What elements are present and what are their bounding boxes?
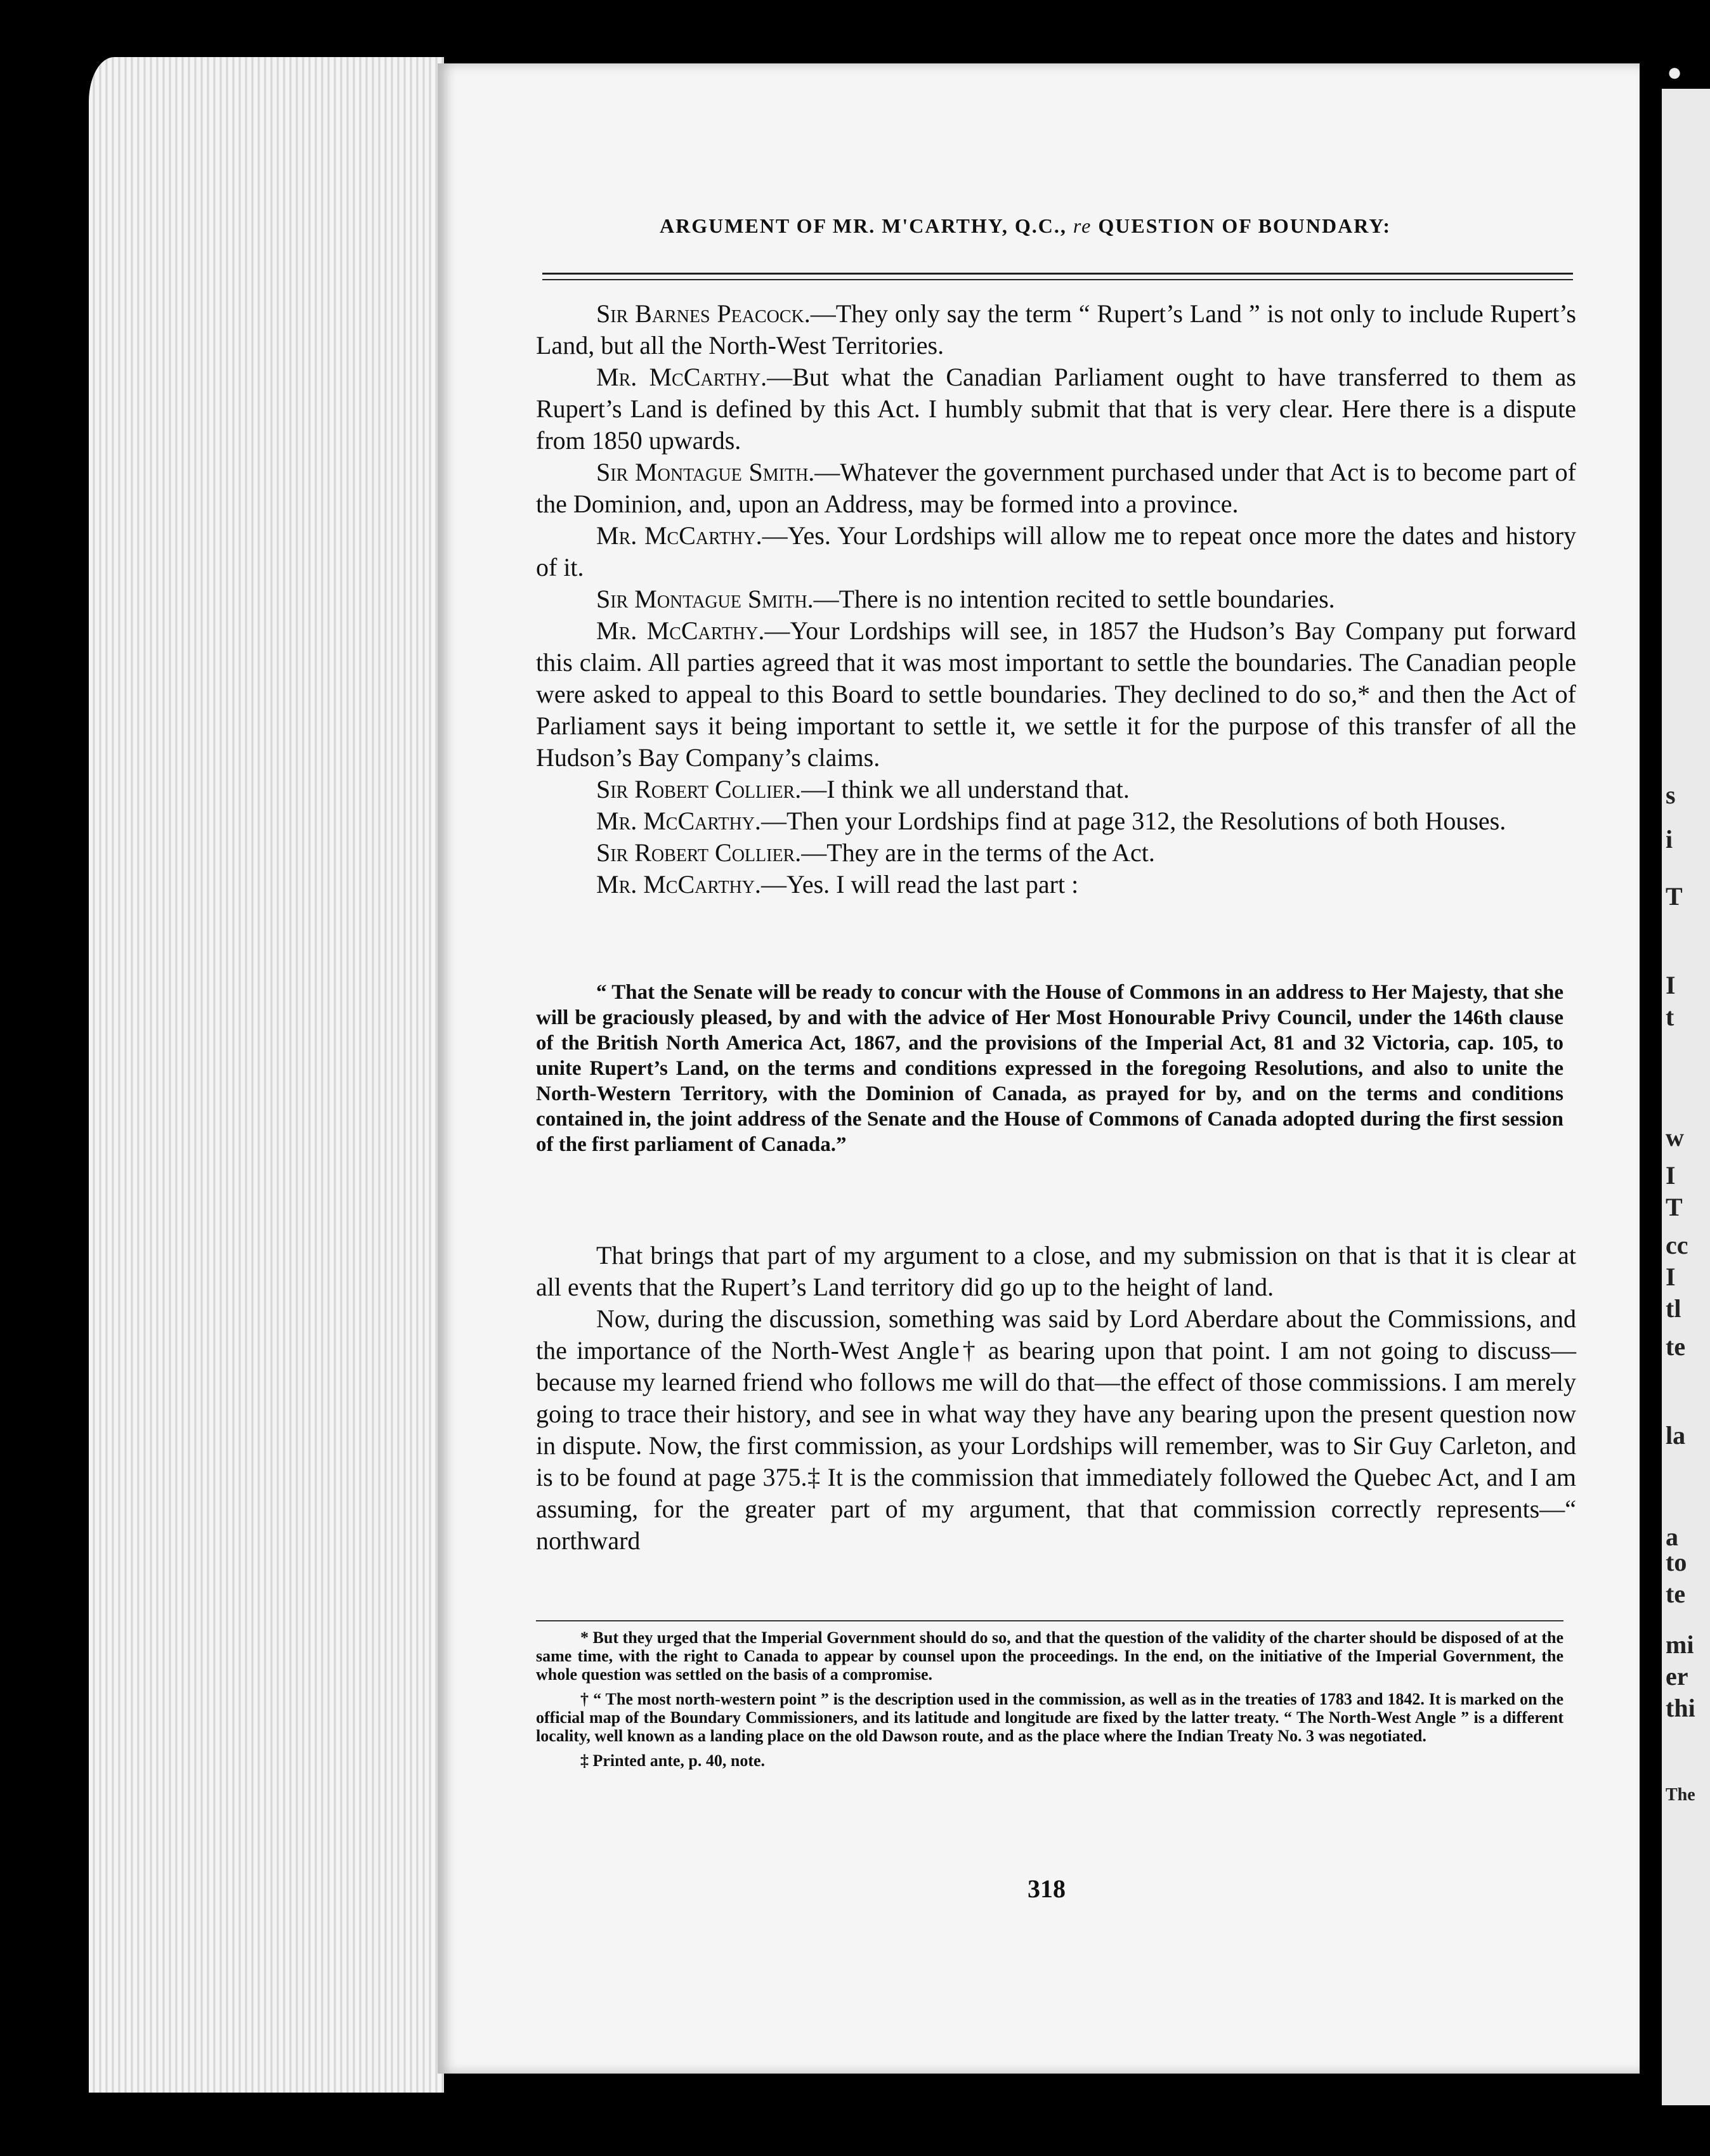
speaker: Sir Robert Collier.: [596, 775, 802, 803]
paragraph: [536, 298, 1576, 361]
paragraph-text: —I think we all understand that.: [801, 775, 1130, 803]
facing-page-fragment: te: [1666, 1332, 1686, 1361]
argument-section: [536, 1240, 1576, 1557]
paragraph: [536, 837, 1576, 869]
facing-page-fragment: T: [1666, 882, 1683, 911]
running-head-prefix: ARGUMENT OF MR. M'CARTHY, Q.C.,: [660, 214, 1067, 237]
facing-page-fragment: The: [1666, 1785, 1695, 1805]
paragraph-text: —Then your Lordships find at page 312, the Resolutions of both Houses.: [760, 807, 1506, 835]
paragraph: [536, 774, 1576, 805]
facing-page-fragment: I: [1666, 1263, 1676, 1291]
speaker: Sir Robert Collier.: [596, 838, 802, 867]
facing-page-fragment: mi: [1666, 1630, 1694, 1659]
speaker: Mr. McCarthy.: [596, 807, 761, 835]
facing-page-fragment: T: [1666, 1193, 1683, 1221]
facing-page-fragment: to: [1666, 1548, 1687, 1576]
paragraph: [536, 457, 1576, 520]
header-rule-bottom: [542, 279, 1573, 280]
running-head-suffix: QUESTION OF BOUNDARY:: [1098, 214, 1392, 237]
running-head-re: re: [1073, 214, 1092, 237]
footnote: ‡ Printed ante, p. 40, note.: [580, 1751, 766, 1770]
paragraph-text: —Whatever the government purchased under that Act is to become part of the Dominion, and, upon an Address, may be formed into a province.: [536, 458, 1577, 518]
block-quote: “ That the Senate will be ready to concur with the House of Commons in an address to Her Majesty, that she will be graciously pleased, by and with the advice of Her Most Honourable Privy Council, under the 146th clause of the British North America Act, 1867, and the provisions of the Imperial Act, 81 and 32 Victoria, cap. 105, to unite Rupert’s Land, on the terms and conditions expressed in the foregoing Resolutions, and also to unite the North-Western Territory, with the Dominion of Canada, as prayed for by, and on the terms and conditions contained in, the joint address of the Senate and the House of Commons of Canada adopted during the first session of the first parliament of Canada.”: [536, 981, 1563, 1156]
paragraph-text: —Yes. I will read the last part :: [760, 870, 1079, 899]
paragraph: [536, 805, 1576, 837]
facing-page-fragment: la: [1666, 1421, 1686, 1450]
dialogue-section: [536, 298, 1576, 900]
paragraph: [536, 361, 1576, 457]
footnotes: [536, 1628, 1563, 1776]
facing-page-fragment: er: [1666, 1662, 1688, 1691]
header-rule-top: [542, 273, 1573, 275]
corner-mark: ●: [1667, 58, 1683, 86]
facing-page-fragment: I: [1666, 971, 1676, 999]
speaker: Sir Montague Smith.: [596, 458, 815, 486]
speaker: Mr. McCarthy.: [596, 870, 761, 899]
speaker: Sir Montague Smith.: [596, 585, 814, 613]
footnote: * But they urged that the Imperial Government should do so, and that the question of the validity of the charter should be disposed of at the same time, with the right to Canada to appear by counsel upon the proceedings. In the end, on the initiative of the Imperial Government, the whole question was settled on the basis of a compromise.: [536, 1628, 1563, 1684]
facing-page-fragment: thi: [1666, 1694, 1695, 1722]
footnote: † “ The most north-western point ” is the description used in the commission, as well as in the treaties of 1783 and 1842. It is marked on the official map of the Boundary Commissioners, and its latitude and longitude are fixed by the latter treaty. “ The North-West Angle ” is a different locality, well known as a landing place on the old Dawson route, and as the place where the Indian Treaty No. 3 was negotiated.: [536, 1690, 1563, 1745]
facing-page-edge: [1662, 89, 1710, 2105]
paragraph-text: —But what the Canadian Parliament ought to have transferred to them as Rupert’s Land is defined by this Act. I humbly submit that that is very clear. Here there is a dispute from 1850 upwards.: [536, 363, 1576, 455]
running-head: [660, 214, 1484, 238]
paragraph-text: —They are in the terms of the Act.: [801, 838, 1155, 867]
speaker: Mr. McCarthy.: [596, 521, 762, 550]
paragraph: Now, during the discussion, something was said by Lord Aberdare about the Commissions, and the importance of the North-West Angle† as bearing upon that point. I am not going to discuss—because my learned friend who follows me will do that—the effect of those commissions. I am merely going to trace their history, and see in what way they have any bearing upon the present question now in dispute. Now, the first commission, as your Lordships will remember, was to Sir Guy Carleton, and is to be found at page 375.‡ It is the commission that immediately followed the Quebec Act, and I am assuming, for the greater part of my argument, that that commission correctly represents—“ northward: [536, 1304, 1576, 1555]
paragraph: [536, 520, 1576, 583]
book-page-edges: [89, 57, 444, 2093]
paragraph-text: —Yes. Your Lordships will allow me to repeat once more the dates and history of it.: [536, 521, 1576, 581]
paragraph: [536, 869, 1576, 900]
facing-page-fragment: i: [1666, 825, 1673, 854]
facing-page-fragment: w: [1666, 1123, 1684, 1152]
facing-page-fragment: te: [1666, 1580, 1686, 1608]
page-number: 318: [1028, 1874, 1066, 1903]
paragraph-text: —Your Lordships will see, in 1857 the Hudson’s Bay Company put forward this claim. All parties agreed that it was most important to settle the boundaries. The Canadian people were asked to appeal to this Board to settle boundaries. They declined to do so,* and then the Act of Parliament says it being important to settle it, we settle it for the purpose of this transfer of all the Hudson’s Bay Company’s claims.: [536, 616, 1576, 772]
paragraph: [536, 615, 1576, 774]
facing-page-fragment: cc: [1666, 1231, 1688, 1259]
paragraph-text: —They only say the term “ Rupert’s Land ” is not only to include Rupert’s Land, but all the North-West Territories.: [536, 299, 1576, 360]
paragraph: That brings that part of my argument to a close, and my submission on that is that it is clear at all events that the Rupert’s Land territory did go up to the height of land.: [536, 1241, 1576, 1301]
facing-page-fragment: I: [1666, 1161, 1676, 1190]
facing-page-fragment: a: [1666, 1523, 1678, 1551]
speaker: Sir Barnes Peacock.: [596, 299, 811, 328]
speaker: Mr. McCarthy.: [596, 616, 765, 645]
facing-page-fragment: tl: [1666, 1294, 1681, 1323]
facing-page-fragment: s: [1666, 781, 1676, 809]
footnote-divider: [536, 1620, 1563, 1621]
facing-page-fragment: t: [1666, 1003, 1674, 1031]
paragraph-text: —There is no intention recited to settle boundaries.: [813, 585, 1335, 613]
paragraph: [536, 583, 1576, 615]
speaker: Mr. McCarthy.: [596, 363, 767, 391]
